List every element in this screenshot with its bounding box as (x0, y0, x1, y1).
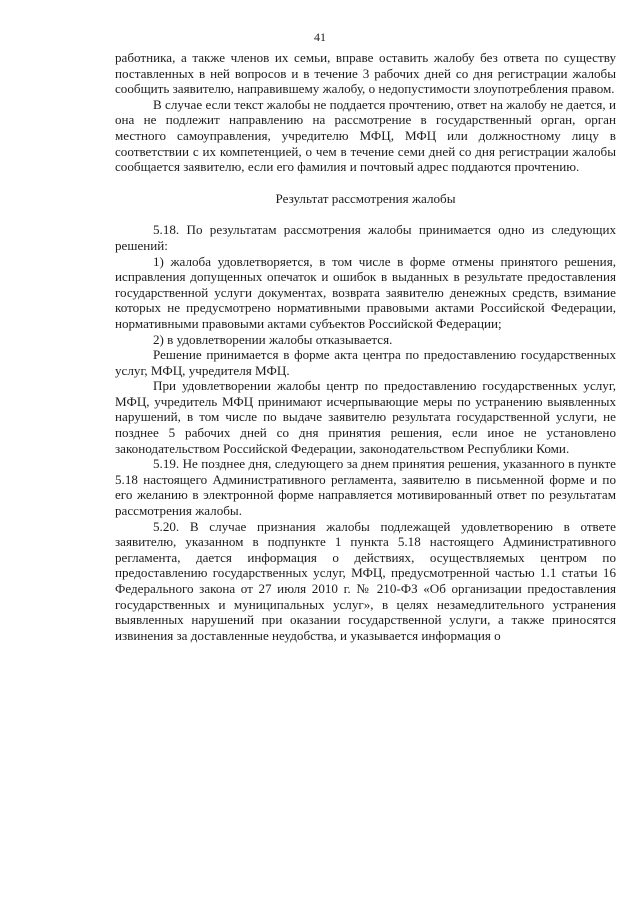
clause-5-18-item-1: 1) жалоба удовлетворяется, в том числе в форме отмены принятого решения, исправления допущенных опечаток и ошибок в выданных в результате предоставления государственной услуги документах, возврата заявителю денежных средств, взимание которых не предусмотрено нормативными правовыми актами Российской Федерации, нормативными правовыми актами субъектов Российской Федерации; (115, 253, 616, 331)
paragraph-decision-form: Решение принимается в форме акта центра по предоставлению государственных услуг, МФЦ, учредителя МФЦ. (115, 347, 616, 378)
paragraph-satisfaction-measures: При удовлетворении жалобы центр по предоставлению государственных услуг, МФЦ, учредитель МФЦ принимают исчерпывающие меры по устранению выявленных нарушений, в том числе по выдаче заявителю результата государственной услуги, не позднее 5 рабочих дней со дня принятия решения, если иное не установлено законодательством Российской Федерации, законодательством Республики Коми. (115, 378, 616, 456)
paragraph-illegible-complaint: В случае если текст жалобы не поддается прочтению, ответ на жалобу не дается, и она не подлежит направлению на рассмотрение в государственный орган, орган местного самоуправления, учредителю МФЦ, МФЦ или должностному лицу в соответствии с их компетенцией, о чем в течение семи дней со дня регистрации жалобы сообщается заявителю, если его фамилия и почтовый адрес поддаются прочтению. (115, 96, 616, 175)
clause-5-18-item-2: 2) в удовлетворении жалобы отказывается. (153, 331, 393, 347)
document-body (115, 50, 616, 643)
page-number: 41 (314, 30, 326, 44)
paragraph-continuation: работника, а также членов их семьи, вправе оставить жалобу без ответа по существу поставленных в ней вопросов и в течение 3 рабочих дней со дня регистрации жалобы сообщить заявителю, направившему жалобу, о недопустимости злоупотребления правом. (115, 50, 616, 97)
clause-5-19: 5.19. Не позднее дня, следующего за днем принятия решения, указанного в пункте 5.18 настоящего Административного регламента, заявителю в письменной форме и по его желанию в электронной форме направляется мотивированный ответ по результатам рассмотрения жалобы. (115, 456, 616, 519)
clause-5-18: 5.18. По результатам рассмотрения жалобы принимается одно из следующих решений: (115, 222, 616, 253)
clause-5-20: 5.20. В случае признания жалобы подлежащей удовлетворению в ответе заявителю, указанном в подпункте 1 пункта 5.18 настоящего Административного регламента, дается информация о действиях, осуществляемых центром по предоставлению государственных услуг, МФЦ, предусмотренной частью 1.1 статьи 16 Федерального закона от 27 июля 2010 г. № 210-ФЗ «Об организации предоставления государственных и муниципальных услуг», в целях незамедлительного устранения выявленных нарушений при оказании государственной услуги, а также приносятся извинения за доставленные неудобства, и указывается информация о (115, 518, 616, 643)
section-heading: Результат рассмотрения жалобы (275, 190, 456, 206)
